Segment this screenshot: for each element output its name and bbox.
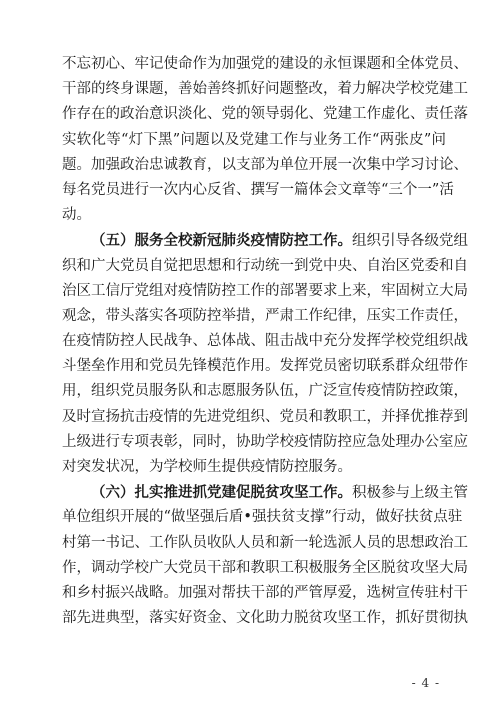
text-line: 观念，带头落实各项防控举措，严肃工作纪律，压实工作责任， — [62, 307, 468, 324]
text-line: 每名党员进行一次内心反省、撰写一篇体会文章等“三个一”活 — [62, 181, 454, 198]
text-line: 单位组织开展的“做坚强后盾•强扶贫支撑”行动，做好扶贫点驻 — [62, 509, 463, 526]
text-line: 作存在的政治意识淡化、党的领导弱化、党建工作虚化、责任落 — [62, 106, 468, 123]
section-heading-6: （六）扎实推进抓党建促脱贫攻坚工作。 — [91, 484, 352, 502]
text-line: 不忘初心、牢记使命作为加强党的建设的永恒课题和全体党员、 — [62, 56, 468, 72]
text-line: 村第一书记、工作队员收队人员和新一轮选派人员的思想政治工 — [62, 534, 468, 551]
text-line: 作，调动学校广大党员干部和教职工积极服务全区脱贫攻坚大局 — [62, 559, 468, 576]
body-text — [62, 52, 468, 631]
text-span: 组织引导各级党组 — [352, 233, 468, 250]
text-line: 及时宣扬抗击疫情的先进党组织、党员和教职工，并择优推荐到 — [62, 408, 468, 425]
text-line: 治区工信厅党组对疫情防控工作的部署要求上来，牢固树立大局 — [62, 282, 468, 299]
section-heading-line — [62, 480, 468, 505]
text-line: 斗堡垒作用和党员先锋模范作用。发挥党员密切联系群众纽带作 — [62, 358, 468, 375]
text-line: 在疫情防控人民战争、总体战、阻击战中充分发挥学校党组织战 — [62, 333, 468, 350]
section-heading-5: （五）服务全校新冠肺炎疫情防控工作。 — [91, 232, 352, 250]
text-span: 积极参与上级主管 — [352, 485, 468, 502]
text-line: 部先进典型，落实好资金、文化助力脱贫攻坚工作，抓好贯彻执 — [62, 610, 468, 627]
text-line: 动。 — [62, 207, 91, 224]
text-line: 实软化等“灯下黑”问题以及党建工作与业务工作“两张皮”问 — [62, 131, 446, 148]
text-line: 用，组织党员服务队和志愿服务队伍，广泛宣传疫情防控政策， — [62, 383, 468, 400]
text-line: 干部的终身课题，善始善终抓好问题整改，着力解决学校党建工 — [62, 81, 468, 98]
text-line: 题。加强政治忠诚教育，以支部为单位开展一次集中学习讨论、 — [62, 156, 468, 173]
text-line: 对突发状况，为学校师生提供疫情防控服务。 — [62, 459, 352, 475]
text-line: 上级进行专项表彰，同时，协助学校疫情防控应急处理办公室应 — [62, 433, 468, 450]
text-line: 织和广大党员自觉把思想和行动统一到党中央、自治区党委和自 — [62, 257, 468, 274]
section-heading-line — [62, 228, 468, 253]
page-number: - 4 - — [411, 676, 440, 690]
text-line: 和乡村振兴战略。加强对帮扶干部的严管厚爱，选树宣传驻村干 — [62, 584, 468, 601]
